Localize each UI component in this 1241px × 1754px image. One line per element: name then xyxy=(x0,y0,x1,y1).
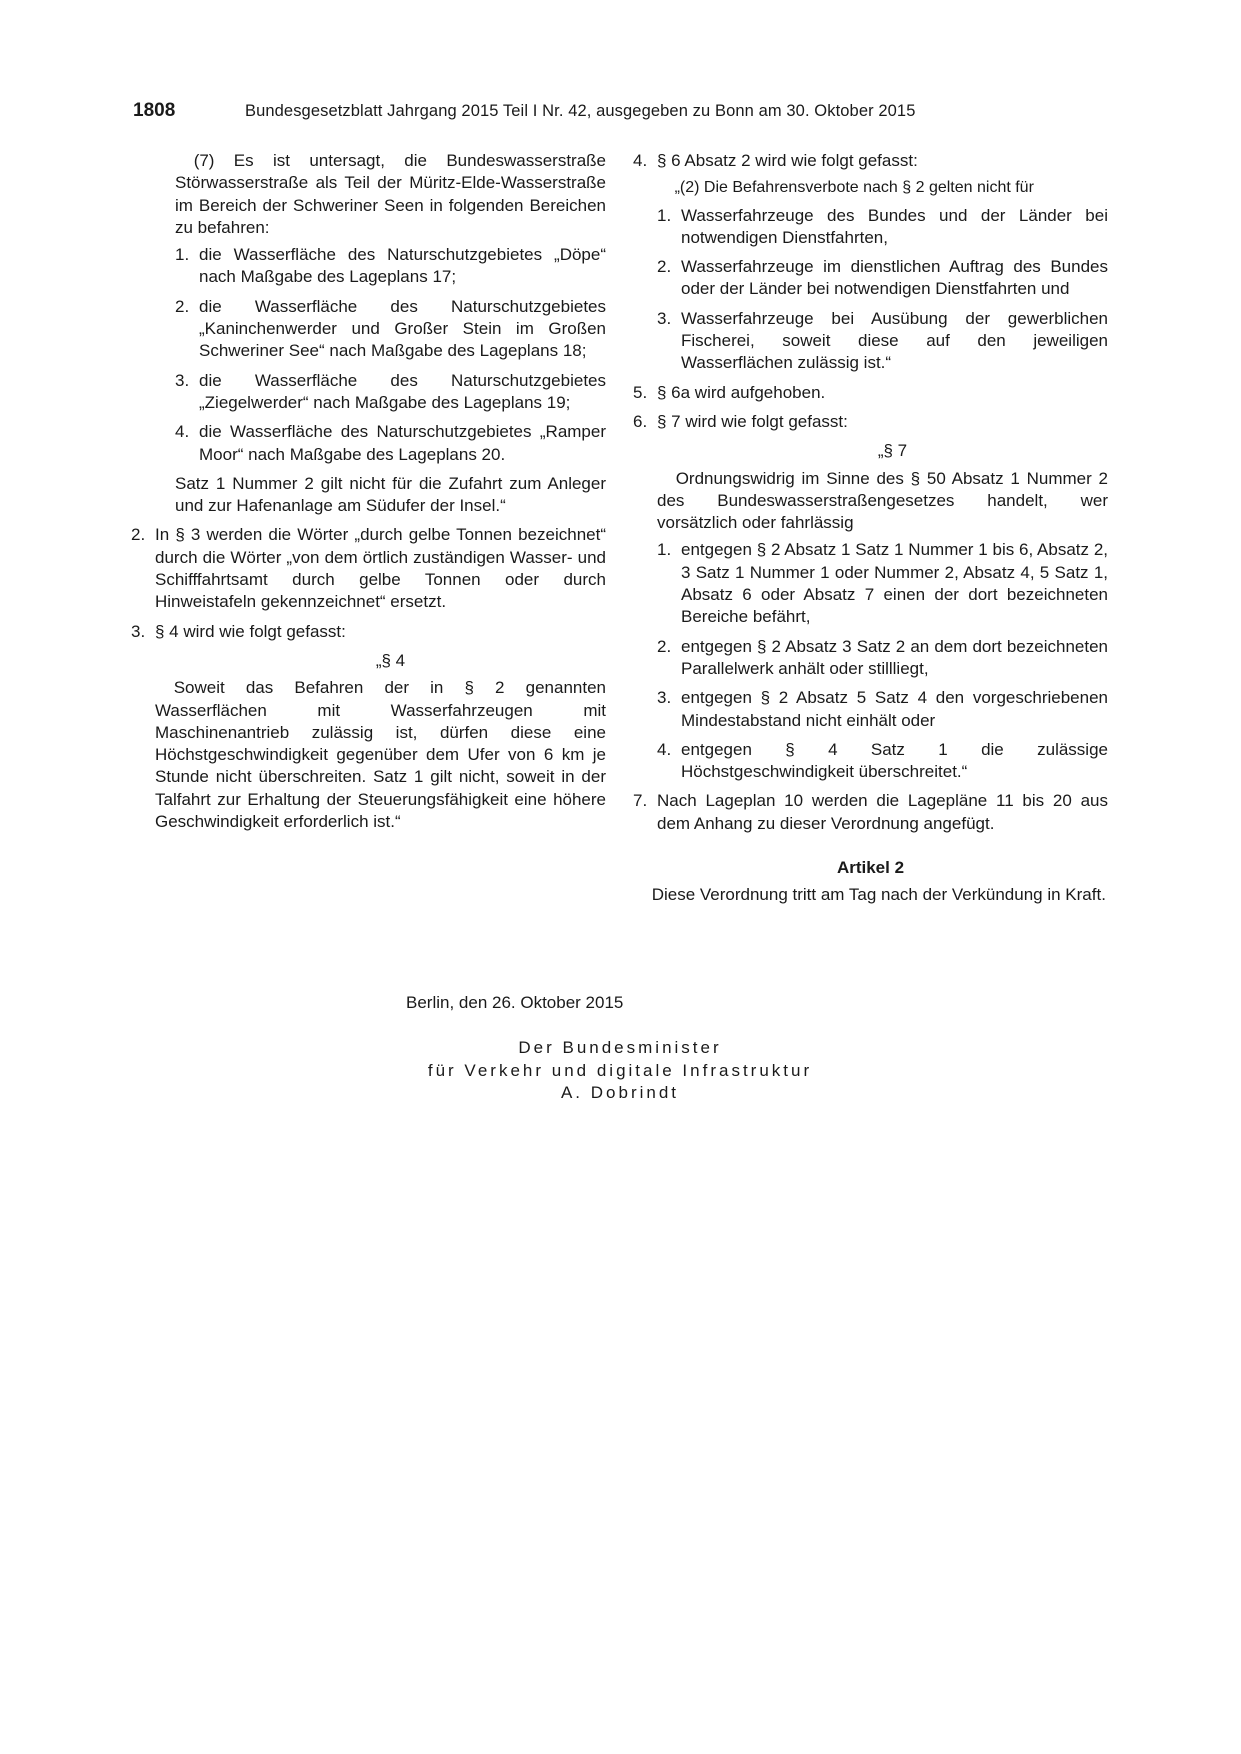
section-heading: „§ 7 xyxy=(877,441,908,461)
item-text: entgegen § 4 Satz 1 die zulässige Höchstgeschwindigkeit überschreitet.“ xyxy=(681,739,1108,782)
place-date: Berlin, den 26. Oktober 2015 xyxy=(406,993,624,1012)
item-number: 2. xyxy=(657,257,672,277)
item-number: 1. xyxy=(175,245,190,265)
section-heading: „§ 4 xyxy=(375,650,406,670)
paragraph-7: (7) Es ist untersagt, die Bundeswasserstraße Störwasserstraße als Teil der Müritz-Elde-Wasserstraße im Bereich der Schweriner Seen in folgenden Bereichen zu befahren: xyxy=(175,151,606,237)
item-number: 3. xyxy=(657,688,672,708)
item-text: Wasserfahrzeuge im dienstlichen Auftrag des Bundes oder der Länder bei notwendigen Dienstfahrten und xyxy=(681,257,1108,299)
list-item xyxy=(657,539,1108,628)
item-text: die Wasserfläche des Naturschutzgebietes „Döpe“ nach Maßgabe des Lageplans 17; xyxy=(199,245,606,287)
item-text: die Wasserfläche des Naturschutzgebietes „Ramper Moor“ nach Maßgabe des Lageplans 20. xyxy=(199,422,606,464)
section-text: Ordnungswidrig im Sinne des § 50 Absatz 1 Nummer 2 des Bundeswasserstraßengesetzes handelt, wer vorsätzlich oder fahrlässig xyxy=(657,468,1108,533)
item-text: § 4 wird wie folgt gefasst: xyxy=(155,621,346,641)
list-item xyxy=(131,621,606,643)
list-item xyxy=(633,790,1108,835)
list-item xyxy=(175,370,606,415)
item-text: entgegen § 2 Absatz 5 Satz 4 den vorgeschriebenen Mindestabstand nicht einhält oder xyxy=(681,688,1108,730)
item-number: 6. xyxy=(633,411,648,431)
signatory-name: A. Dobrindt xyxy=(560,1083,680,1102)
signatory-ministry: für Verkehr und digitale Infrastruktur xyxy=(427,1060,813,1080)
list-item xyxy=(657,636,1108,681)
right-column xyxy=(633,150,1108,907)
signatory xyxy=(230,1037,1010,1105)
item-number: 5. xyxy=(633,382,648,402)
list-item xyxy=(657,205,1108,250)
item-number: 3. xyxy=(657,308,672,328)
item-text: Wasserfahrzeuge des Bundes und der Länder bei notwendigen Dienstfahrten, xyxy=(681,205,1108,247)
list-item xyxy=(633,411,1108,433)
item-number: 3. xyxy=(175,370,190,390)
article-text: Diese Verordnung tritt am Tag nach der Verkündung in Kraft. xyxy=(651,885,1106,905)
list-item xyxy=(175,296,606,363)
item-text: die Wasserfläche des Naturschutzgebietes „Ziegelwerder“ nach Maßgabe des Lageplans 19; xyxy=(199,370,606,412)
article-heading: Artikel 2 xyxy=(836,858,905,878)
item-text: die Wasserfläche des Naturschutzgebietes „Kaninchenwerder und Großer Stein im Großen Schweriner See“ nach Maßgabe des Lageplans 18; xyxy=(199,296,606,361)
item-text: Nach Lageplan 10 werden die Lagepläne 11 bis 20 aus dem Anhang zu dieser Verordnung angefügt. xyxy=(657,791,1108,833)
signatory-title: Der Bundesminister xyxy=(518,1038,722,1057)
page-header xyxy=(133,100,1013,126)
item-number: 4. xyxy=(657,739,672,759)
item-number: 1. xyxy=(657,205,672,225)
list-item xyxy=(633,382,1108,404)
item-text: § 7 wird wie folgt gefasst: xyxy=(657,411,848,431)
list-item xyxy=(633,150,1108,172)
item-number: 1. xyxy=(657,540,672,560)
left-column xyxy=(131,150,606,833)
page-number: 1808 xyxy=(133,100,176,121)
list-item xyxy=(657,687,1108,732)
item-number: 4. xyxy=(633,151,648,170)
item-number: 2. xyxy=(657,636,672,656)
item-number: 2. xyxy=(131,525,146,545)
list-item xyxy=(131,524,606,613)
item-text: Wasserfahrzeuge bei Ausübung der gewerblichen Fischerei, soweit diese auf den jeweiligen Wasserflächen zulässig ist.“ xyxy=(681,308,1108,373)
list-item xyxy=(175,421,606,466)
item-text: In § 3 werden die Wörter „durch gelbe Tonnen bezeichnet“ durch die Wörter „von dem örtlich zuständigen Wasser- und Schifffahrtsamt durch gelbe Tonnen oder durch Hinweistafeln gekennzeichnet“ ersetzt. xyxy=(155,525,606,612)
list-item xyxy=(657,308,1108,375)
satz-note: Satz 1 Nummer 2 gilt nicht für die Zufahrt zum Anleger und zur Hafenanlage am Südufer der Insel.“ xyxy=(175,473,606,516)
item-text: entgegen § 2 Absatz 3 Satz 2 an dem dort bezeichneten Parallelwerk anhält oder stillliegt, xyxy=(681,636,1108,678)
running-head: Bundesgesetzblatt Jahrgang 2015 Teil I Nr. 42, ausgegeben zu Bonn am 30. Oktober 2015 xyxy=(245,102,916,120)
item-text: § 6 Absatz 2 wird wie folgt gefasst: xyxy=(657,151,918,170)
item-number: 7. xyxy=(633,791,648,811)
item-text: § 6a wird aufgehoben. xyxy=(657,382,826,402)
item-number: 3. xyxy=(131,621,146,641)
list-item xyxy=(657,739,1108,784)
section-text: Soweit das Befahren der in § 2 genannten Wasserflächen mit Wasserfahrzeugen mit Maschinenantrieb zulässig ist, dürfen diese eine Höchstgeschwindigkeit gegenüber dem Ufer von 6 km je Stunde nicht überschreiten. Satz 1 gilt nicht, soweit in der Talfahrt zur Erhaltung der Steuerungsfähigkeit eine höhere Geschwindigkeit erforderlich ist.“ xyxy=(155,678,606,832)
list-item xyxy=(657,256,1108,301)
item-number: 2. xyxy=(175,296,190,316)
paragraph-2: „(2) Die Befahrensverbote nach § 2 gelten nicht für xyxy=(674,179,1034,197)
item-text: entgegen § 2 Absatz 1 Satz 1 Nummer 1 bis 6, Absatz 2, 3 Satz 1 Nummer 1 oder Nummer 2, Absatz 4, 5 Satz 1, Absatz 6 oder Absatz 7 einen der dort bezeichneten Bereiche befährt, xyxy=(681,540,1108,627)
item-number: 4. xyxy=(175,422,190,442)
list-item xyxy=(175,244,606,289)
